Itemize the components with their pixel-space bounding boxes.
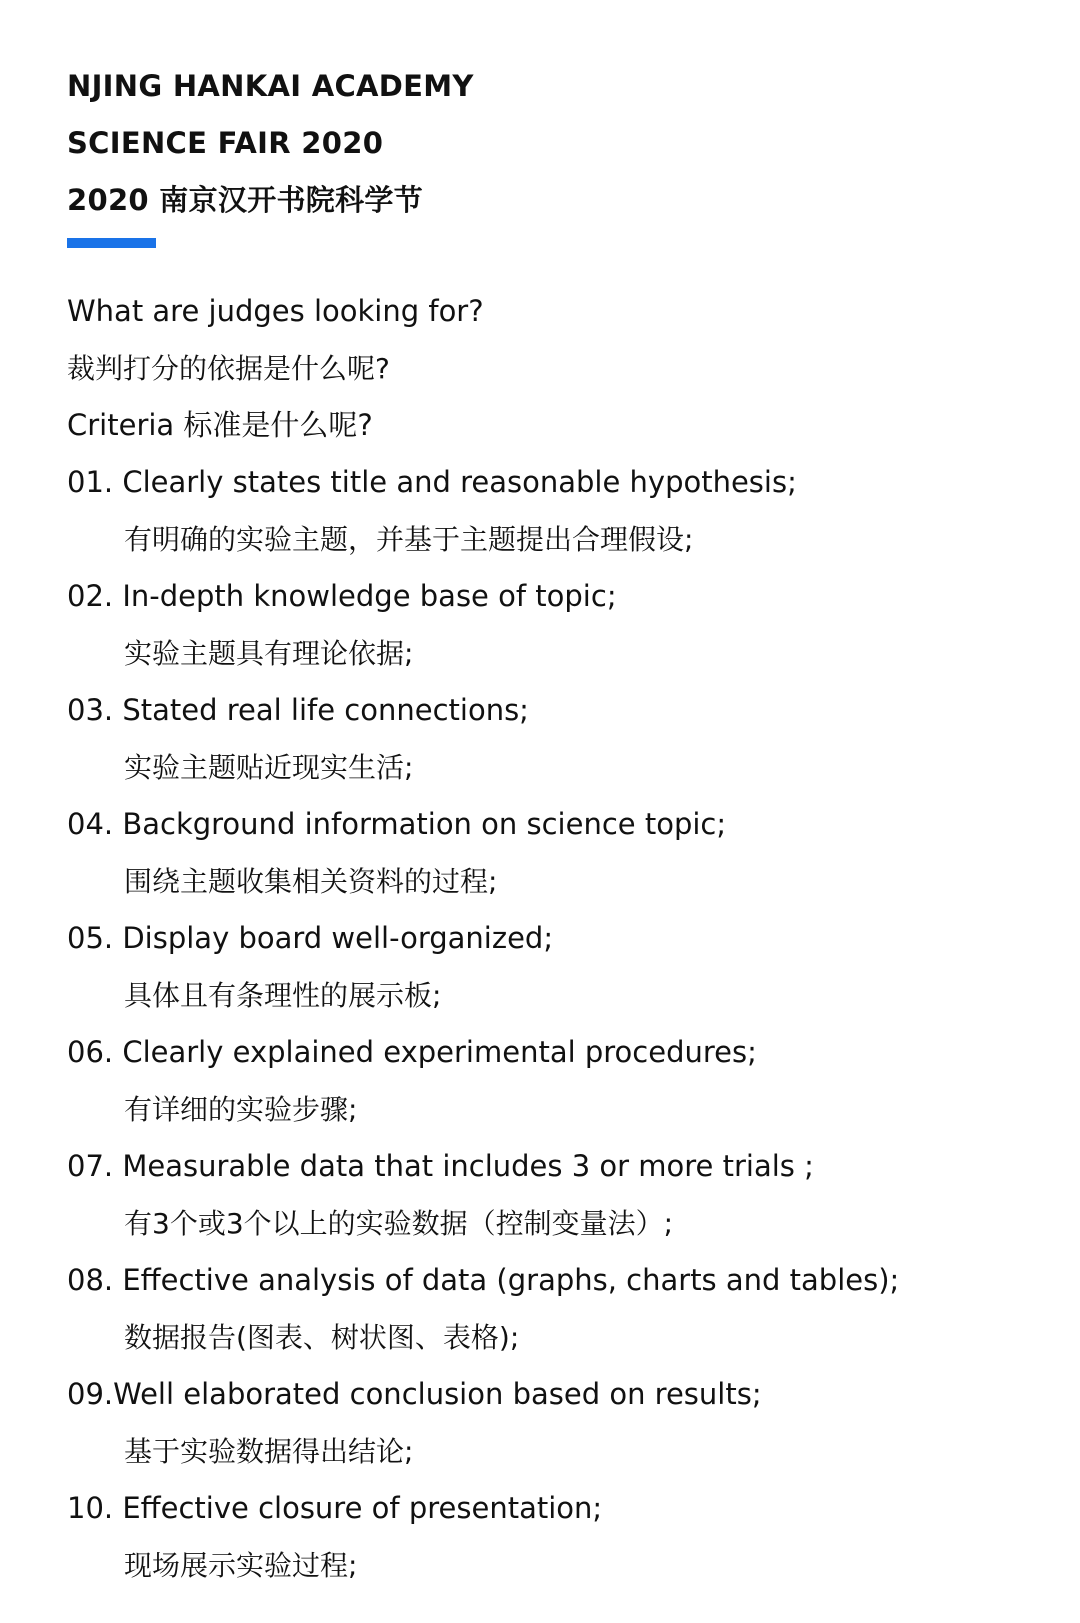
criterion-08-chinese: 数据报告(图表、树状图、表格); xyxy=(124,1321,520,1354)
criterion-08-english: 08. Effective analysis of data (graphs, charts and tables); xyxy=(67,1263,900,1297)
academy-title: NJING HANKAI ACADEMY xyxy=(67,69,474,103)
criterion-06-english: 06. Clearly explained experimental procedures; xyxy=(67,1035,757,1069)
criterion-05-chinese: 具体且有条理性的展示板; xyxy=(124,979,442,1012)
question-chinese: 裁判打分的依据是什么呢? xyxy=(67,352,390,385)
criterion-04-chinese: 围绕主题收集相关资料的过程; xyxy=(124,865,498,898)
question-english: What are judges looking for? xyxy=(67,294,484,328)
criteria-content xyxy=(67,283,1067,1594)
criterion-05-english: 05. Display board well-organized; xyxy=(67,921,554,955)
document-header xyxy=(67,58,474,229)
criterion-02-english: 02. In-depth knowledge base of topic; xyxy=(67,579,617,613)
criterion-10-chinese: 现场展示实验过程; xyxy=(124,1549,358,1582)
criteria-heading: Criteria 标准是什么呢? xyxy=(67,408,373,442)
criterion-01-chinese: 有明确的实验主题，并基于主题提出合理假设; xyxy=(124,523,694,556)
accent-bar xyxy=(67,238,156,248)
criterion-09-chinese: 基于实验数据得出结论; xyxy=(124,1435,414,1468)
criterion-02-chinese: 实验主题具有理论依据; xyxy=(124,637,414,670)
event-title-chinese: 2020 南京汉开书院科学节 xyxy=(67,183,424,217)
criterion-03-chinese: 实验主题贴近现实生活; xyxy=(124,751,414,784)
event-title: SCIENCE FAIR 2020 xyxy=(67,126,384,160)
criterion-07-english: 07. Measurable data that includes 3 or more trials ; xyxy=(67,1149,814,1183)
criterion-06-chinese: 有详细的实验步骤; xyxy=(124,1093,358,1126)
criterion-07-chinese: 有3个或3个以上的实验数据（控制变量法）; xyxy=(124,1207,674,1240)
criterion-03-english: 03. Stated real life connections; xyxy=(67,693,529,727)
criterion-09-english: 09.Well elaborated conclusion based on results; xyxy=(67,1377,762,1411)
criterion-10-english: 10. Effective closure of presentation; xyxy=(67,1491,603,1525)
criteria-list xyxy=(67,454,1067,1594)
criterion-01-english: 01. Clearly states title and reasonable hypothesis; xyxy=(67,465,797,499)
criterion-04-english: 04. Background information on science topic; xyxy=(67,807,727,841)
